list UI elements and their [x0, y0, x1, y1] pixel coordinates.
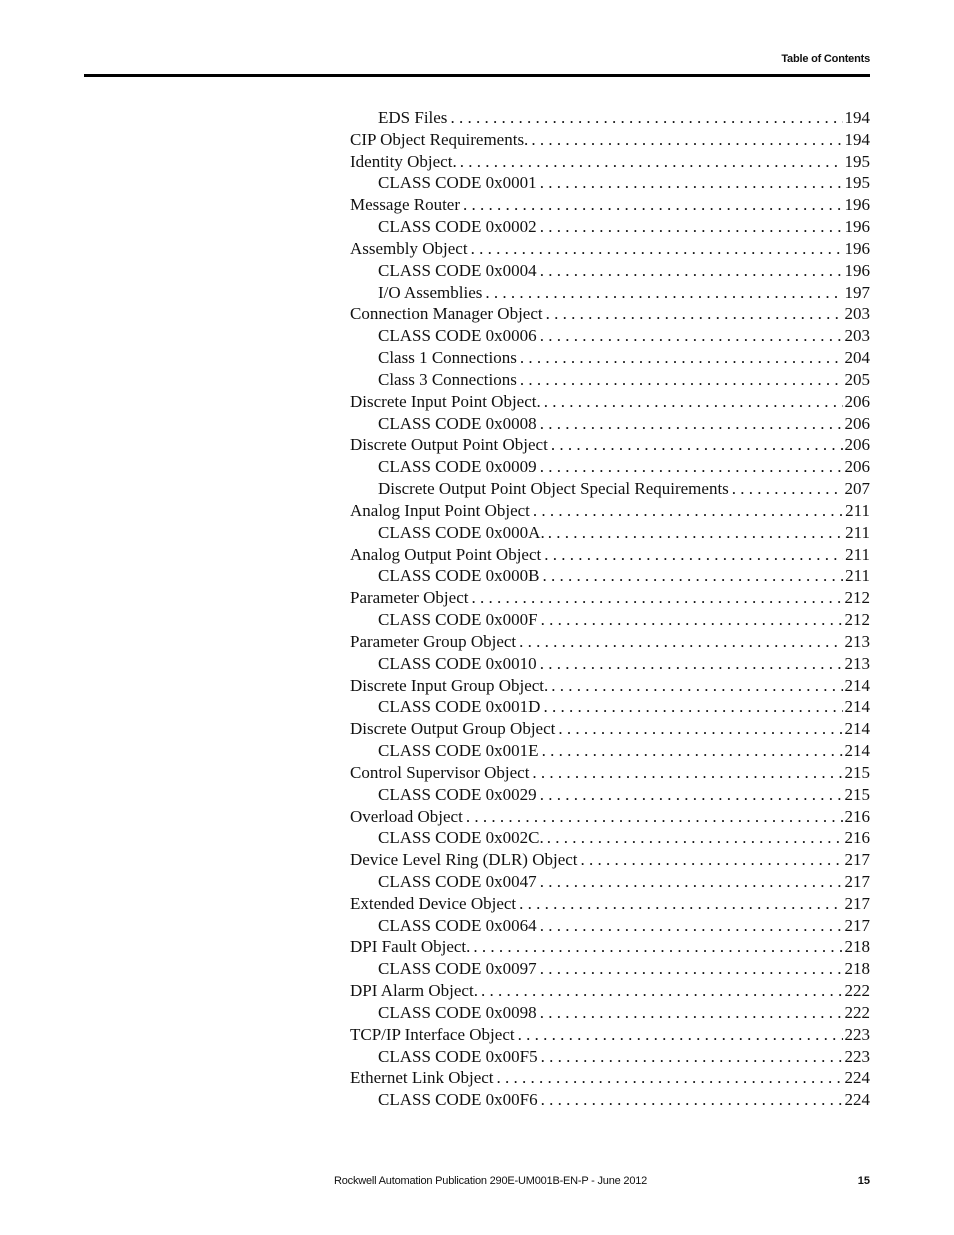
toc-dot-leader [540, 871, 843, 893]
toc-entry[interactable] [350, 936, 870, 958]
toc-entry-title: Message Router [350, 195, 461, 215]
toc-entry-title: CLASS CODE 0x0047 [378, 871, 537, 891]
toc-entry-title: CLASS CODE 0x001E [378, 741, 539, 761]
toc-entry[interactable] [350, 1067, 870, 1089]
toc-entry-title: CLASS CODE 0x001D [378, 697, 541, 717]
toc-entry-title: Discrete Output Group Object [350, 719, 556, 739]
toc-dot-leader [519, 631, 842, 653]
toc-entry[interactable] [350, 871, 870, 893]
toc-entry[interactable] [350, 172, 870, 194]
toc-entry-page: 213 [844, 653, 870, 673]
toc-entry-title: CLASS CODE 0x0098 [378, 1002, 537, 1022]
toc-entry-page: 211 [845, 544, 870, 564]
toc-entry[interactable] [350, 216, 870, 238]
toc-entry-page: 223 [844, 1046, 870, 1066]
toc-entry[interactable] [350, 391, 870, 413]
toc-dot-leader [544, 544, 843, 566]
toc-entry-page: 222 [844, 1002, 870, 1022]
toc-dot-leader [497, 1067, 843, 1089]
toc-entry-title: CLASS CODE 0x0009 [378, 457, 537, 477]
toc-dot-leader [540, 1002, 843, 1024]
toc-dot-leader [540, 653, 843, 675]
toc-entry[interactable] [350, 369, 870, 391]
toc-entry[interactable] [350, 478, 870, 500]
toc-entry-page: 216 [844, 828, 870, 848]
toc-entry-page: 218 [844, 937, 870, 957]
toc-entry-title: Discrete Output Point Object Special Requirements [378, 479, 729, 499]
toc-entry-title: CLASS CODE 0x0004 [378, 260, 537, 280]
toc-entry-page: 214 [844, 741, 870, 761]
toc-entry[interactable] [350, 1002, 870, 1024]
footer-publication: Rockwell Automation Publication 290E-UM001B-EN-P - June 2012 [334, 1175, 648, 1187]
toc-entry-title: Discrete Output Point Object [350, 435, 548, 455]
toc-entry-page: 194 [844, 129, 870, 149]
toc-entry-page: 211 [845, 500, 870, 520]
toc-entry-title: CLASS CODE 0x000B [378, 566, 540, 586]
toc-entry[interactable] [350, 456, 870, 478]
toc-entry[interactable] [350, 565, 870, 587]
toc-dot-leader [533, 500, 843, 522]
toc-entry[interactable] [350, 500, 870, 522]
header-rule [84, 74, 870, 77]
toc-entry-page: 217 [844, 871, 870, 891]
toc-entry-page: 214 [844, 697, 870, 717]
toc-entry-page: 222 [844, 981, 870, 1001]
toc-entry-title: Class 1 Connections [378, 348, 517, 368]
toc-dot-leader [540, 325, 843, 347]
toc-dot-leader [471, 587, 842, 609]
toc-entry-page: 203 [844, 304, 870, 324]
toc-entry[interactable] [350, 915, 870, 937]
toc-dot-leader [542, 740, 843, 762]
toc-dot-leader [481, 980, 843, 1002]
toc-entry-title: Parameter Object [350, 588, 469, 608]
toc-entry-title: Device Level Ring (DLR) Object [350, 850, 578, 870]
toc-dot-leader [540, 958, 843, 980]
toc-entry-page: 206 [844, 435, 870, 455]
toc-dot-leader [540, 172, 843, 194]
toc-entry[interactable] [350, 347, 870, 369]
toc-entry-title: Analog Output Point Object [350, 544, 542, 564]
toc-dot-leader [471, 238, 843, 260]
footer-page-number: 15 [857, 1175, 870, 1187]
toc-entry-page: 197 [844, 282, 870, 302]
toc-entry[interactable] [350, 107, 870, 129]
toc-entry-title: CLASS CODE 0x0010 [378, 653, 537, 673]
toc-dot-leader [540, 260, 843, 282]
toc-entry-title: Assembly Object [350, 238, 468, 258]
toc-entry-page: 224 [844, 1068, 870, 1088]
toc-entry-page: 213 [844, 631, 870, 651]
toc-entry-title: Identity Object. [350, 151, 457, 171]
toc-entry-title: Analog Input Point Object [350, 500, 530, 520]
toc-entry[interactable] [350, 194, 870, 216]
toc-dot-leader [541, 1089, 843, 1111]
toc-entry-title: Discrete Input Group Object. [350, 675, 549, 695]
toc-dot-leader [540, 784, 843, 806]
toc-entry[interactable] [350, 587, 870, 609]
toc-entry-page: 212 [844, 588, 870, 608]
toc-entry-page: 196 [844, 260, 870, 280]
toc-dot-leader [543, 565, 844, 587]
toc-dot-leader [547, 827, 843, 849]
toc-entry-title: CLASS CODE 0x000A. [378, 522, 545, 542]
toc-dot-leader [463, 194, 842, 216]
toc-entry-title: CLASS CODE 0x0002 [378, 217, 537, 237]
toc-dot-leader [540, 915, 843, 937]
toc-entry[interactable] [350, 893, 870, 915]
toc-entry[interactable] [350, 958, 870, 980]
toc-entry-title: CLASS CODE 0x00F5 [378, 1046, 538, 1066]
toc-dot-leader [581, 849, 843, 871]
toc-entry[interactable] [350, 675, 870, 697]
toc-entry-page: 217 [844, 893, 870, 913]
toc-entry-title: TCP/IP Interface Object [350, 1024, 515, 1044]
toc-entry-page: 211 [845, 522, 870, 542]
toc-dot-leader [518, 1024, 843, 1046]
toc-entry-page: 205 [844, 369, 870, 389]
toc-entry-page: 206 [844, 457, 870, 477]
toc-entry[interactable] [350, 434, 870, 456]
toc-entry-title: CLASS CODE 0x00F6 [378, 1090, 538, 1110]
toc-entry-title: Discrete Input Point Object. [350, 391, 541, 411]
toc-entry-title: CLASS CODE 0x0006 [378, 326, 537, 346]
toc-entry[interactable] [350, 282, 870, 304]
toc-entry-title: Ethernet Link Object [350, 1068, 494, 1088]
toc-entry-page: 206 [844, 413, 870, 433]
toc-entry[interactable] [350, 740, 870, 762]
toc-entry-page: 217 [844, 915, 870, 935]
toc-dot-leader [546, 303, 843, 325]
toc-dot-leader [540, 413, 843, 435]
toc-entry-page: 203 [844, 326, 870, 346]
toc-entry-title: Extended Device Object [350, 893, 517, 913]
toc-entry[interactable] [350, 544, 870, 566]
toc-dot-leader [541, 1046, 843, 1068]
toc-entry-title: DPI Alarm Object. [350, 981, 478, 1001]
toc-entry-title: CLASS CODE 0x0097 [378, 959, 537, 979]
toc-entry-title: CLASS CODE 0x0064 [378, 915, 537, 935]
toc-entry-page: 216 [844, 806, 870, 826]
toc-entry-page: 194 [844, 108, 870, 127]
toc-dot-leader [466, 806, 843, 828]
toc-entry-title: DPI Fault Object. [350, 937, 471, 957]
toc-entry-page: 196 [844, 217, 870, 237]
toc-entry-title: Overload Object [350, 806, 463, 826]
toc-entry-page: 212 [844, 610, 870, 630]
toc-entry-page: 215 [844, 784, 870, 804]
toc-dot-leader [450, 107, 842, 129]
toc-dot-leader [531, 129, 842, 151]
toc-entry[interactable] [350, 609, 870, 631]
toc-entry-title: Control Supervisor Object [350, 762, 530, 782]
toc-entry[interactable] [350, 1046, 870, 1068]
toc-dot-leader [532, 762, 842, 784]
toc-list [350, 107, 870, 1111]
toc-entry-page: 211 [845, 566, 870, 586]
toc-entry-page: 196 [844, 238, 870, 258]
toc-dot-leader [520, 369, 843, 391]
toc-entry-title: CLASS CODE 0x0008 [378, 413, 537, 433]
toc-entry[interactable] [350, 303, 870, 325]
toc-entry-page: 204 [844, 348, 870, 368]
toc-dot-leader [540, 216, 843, 238]
toc-dot-leader [473, 936, 842, 958]
toc-entry[interactable] [350, 151, 870, 173]
toc-entry-title: CIP Object Requirements. [350, 129, 529, 149]
toc-dot-leader [460, 151, 843, 173]
toc-entry-page: 214 [844, 719, 870, 739]
toc-dot-leader [544, 391, 843, 413]
toc-entry[interactable] [350, 260, 870, 282]
toc-entry-page: 217 [844, 850, 870, 870]
toc-dot-leader [540, 456, 843, 478]
toc-entry[interactable] [350, 653, 870, 675]
toc-entry[interactable] [350, 631, 870, 653]
toc-entry-page: 214 [844, 675, 870, 695]
toc-entry[interactable] [350, 129, 870, 151]
toc-entry-title: EDS Files [378, 108, 448, 127]
toc-entry-page: 195 [844, 173, 870, 193]
toc-dot-leader [520, 347, 843, 369]
toc-entry-title: Class 3 Connections [378, 369, 517, 389]
toc-entry-title: CLASS CODE 0x002C. [378, 828, 544, 848]
toc-entry-title: CLASS CODE 0x000F [378, 610, 538, 630]
toc-dot-leader [558, 718, 842, 740]
toc-entry-page: 215 [844, 762, 870, 782]
toc-entry[interactable] [350, 980, 870, 1002]
toc-dot-leader [519, 893, 842, 915]
toc-dot-leader [551, 675, 842, 697]
toc-entry[interactable] [350, 784, 870, 806]
toc-entry[interactable] [350, 696, 870, 718]
toc-entry[interactable] [350, 718, 870, 740]
toc-entry[interactable] [350, 1024, 870, 1046]
toc-dot-leader [551, 434, 843, 456]
toc-entry-title: CLASS CODE 0x0001 [378, 173, 537, 193]
toc-entry-page: 224 [844, 1090, 870, 1110]
toc-entry[interactable] [350, 325, 870, 347]
toc-entry[interactable] [350, 522, 870, 544]
toc-entry-title: I/O Assemblies [378, 282, 483, 302]
toc-dot-leader [543, 696, 842, 718]
toc-dot-leader [732, 478, 843, 500]
toc-entry-page: 218 [844, 959, 870, 979]
toc-entry[interactable] [350, 762, 870, 784]
toc-dot-leader [548, 522, 843, 544]
toc-entry[interactable] [350, 1089, 870, 1111]
toc-entry[interactable] [350, 849, 870, 871]
toc-entry-page: 195 [844, 151, 870, 171]
toc-entry[interactable] [350, 413, 870, 435]
toc-entry[interactable] [350, 827, 870, 849]
toc-entry-page: 207 [844, 479, 870, 499]
toc-entry[interactable] [350, 238, 870, 260]
toc-dot-leader [485, 282, 842, 304]
toc-entry-title: CLASS CODE 0x0029 [378, 784, 537, 804]
toc-entry-title: Connection Manager Object [350, 304, 543, 324]
toc-entry-page: 206 [844, 391, 870, 411]
toc-entry-page: 223 [844, 1024, 870, 1044]
toc-entry[interactable] [350, 806, 870, 828]
toc-entry-title: Parameter Group Object [350, 631, 517, 651]
toc-dot-leader [541, 609, 843, 631]
page-header-title: Table of Contents [781, 53, 870, 65]
toc-entry-page: 196 [844, 195, 870, 215]
